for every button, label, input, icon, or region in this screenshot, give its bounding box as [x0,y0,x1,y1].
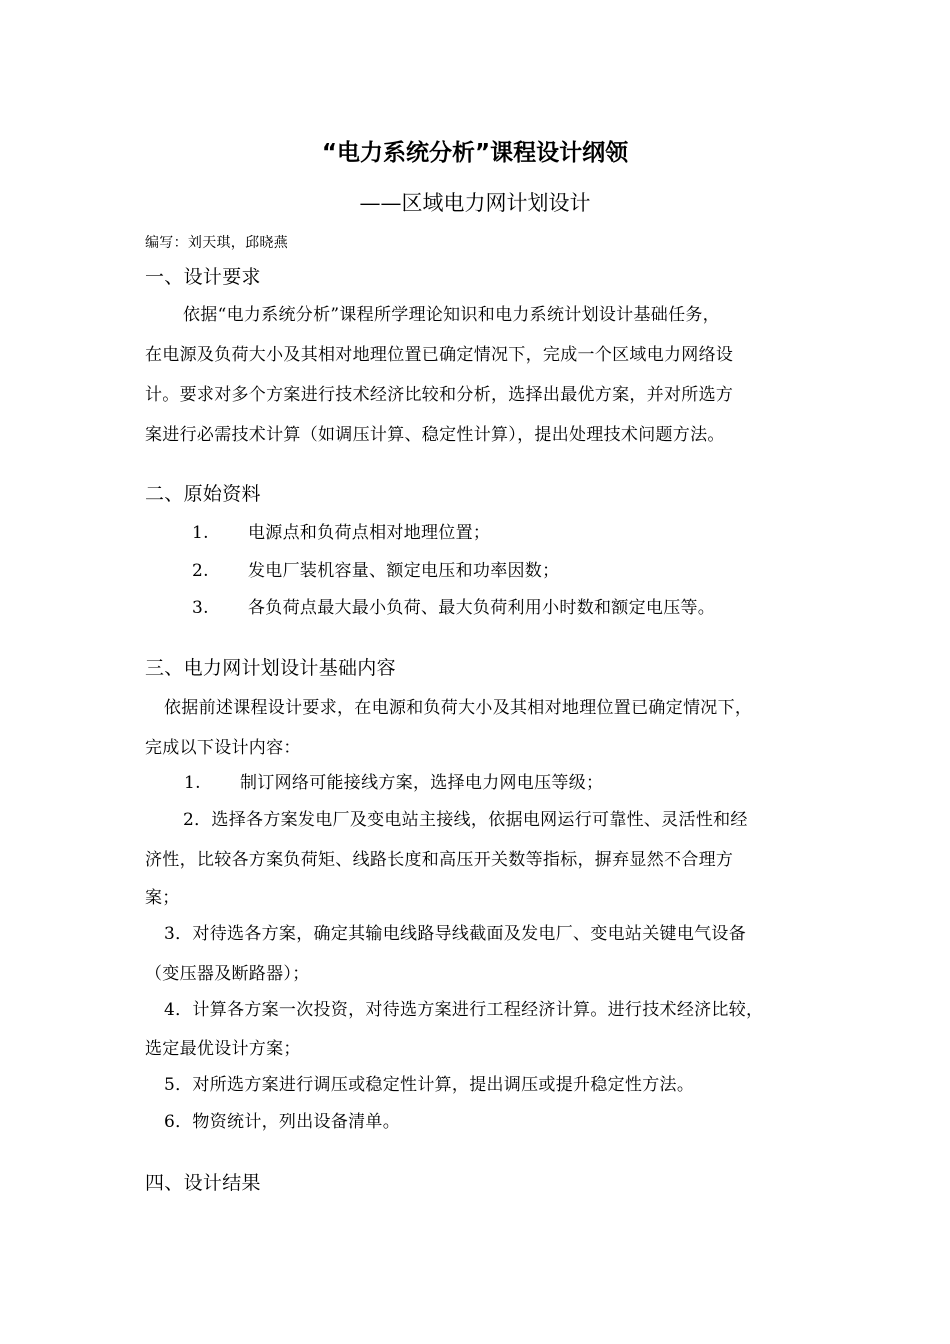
section-3-line: 2．选择各方案发电厂及变电站主接线，依据电网运行可靠性、灵活性和经 [183,810,748,830]
section-3-line: 4．计算各方案一次投资，对待选方案进行工程经济计算。进行技术经济比较， [164,1000,764,1020]
list-number: 3. [192,598,209,618]
section-2-item [192,593,715,618]
list-number: 2. [192,561,209,581]
list-text: 各负荷点最大最小负荷、最大负荷利用小时数和额定电压等。 [248,598,716,618]
section-3-line: 案； [145,888,180,908]
section-2-item [192,518,490,543]
section-3-line: 6．物资统计，列出设备清单。 [164,1112,401,1132]
section-3-line: 3．对待选各方案，确定其输电线路导线截面及发电厂、变电站关键电气设备 [164,924,747,944]
document-title: “电力系统分析”课程设计纲领 [321,140,629,166]
section-1-line: 依据“电力系统分析”课程所学理论知识和电力系统计划设计基础任务， [183,305,720,325]
section-3-line: （变压器及断路器）； [145,964,310,984]
section-4-heading: 四、设计结果 [145,1172,261,1194]
list-text: 发电厂装机容量、额定电压和功率因数； [248,561,560,581]
document-subtitle: ——区域电力网计划设计 [359,191,591,215]
section-1-heading: 一、设计要求 [145,266,261,288]
section-1-line: 案进行必需技术计算（如调压计算、稳定性计算），提出处理技术问题方法。 [145,425,725,445]
section-3-item-1 [184,768,603,793]
section-3-line: 5．对所选方案进行调压或稳定性计算，提出调压或提升稳定性方法。 [164,1075,695,1095]
list-text: 电源点和负荷点相对地理位置； [248,523,491,543]
list-text: 制订网络可能接线方案，选择电力网电压等级； [240,773,604,793]
section-3-intro: 完成以下设计内容： [145,738,301,758]
section-3-intro: 依据前述课程设计要求，在电源和负荷大小及其相对地理位置已确定情况下， [164,698,753,718]
section-1-line: 在电源及负荷大小及其相对地理位置已确定情况下，完成一个区域电力网络设 [145,345,734,365]
section-1-line: 计。要求对多个方案进行技术经济比较和分析，选择出最优方案，并对所选方 [145,385,734,405]
list-number: 1. [192,523,209,543]
section-3-line: 选定最优设计方案； [145,1039,301,1059]
section-2-item [192,556,559,581]
author-line: 编写：刘天琪，邱晓燕 [145,235,288,251]
list-number: 1. [184,773,201,793]
section-3-heading: 三、电力网计划设计基础内容 [145,657,396,679]
section-2-heading: 二、原始资料 [145,483,261,505]
section-3-line: 济性，比较各方案负荷矩、线路长度和高压开关数等指标，摒弃显然不合理方 [145,850,734,870]
